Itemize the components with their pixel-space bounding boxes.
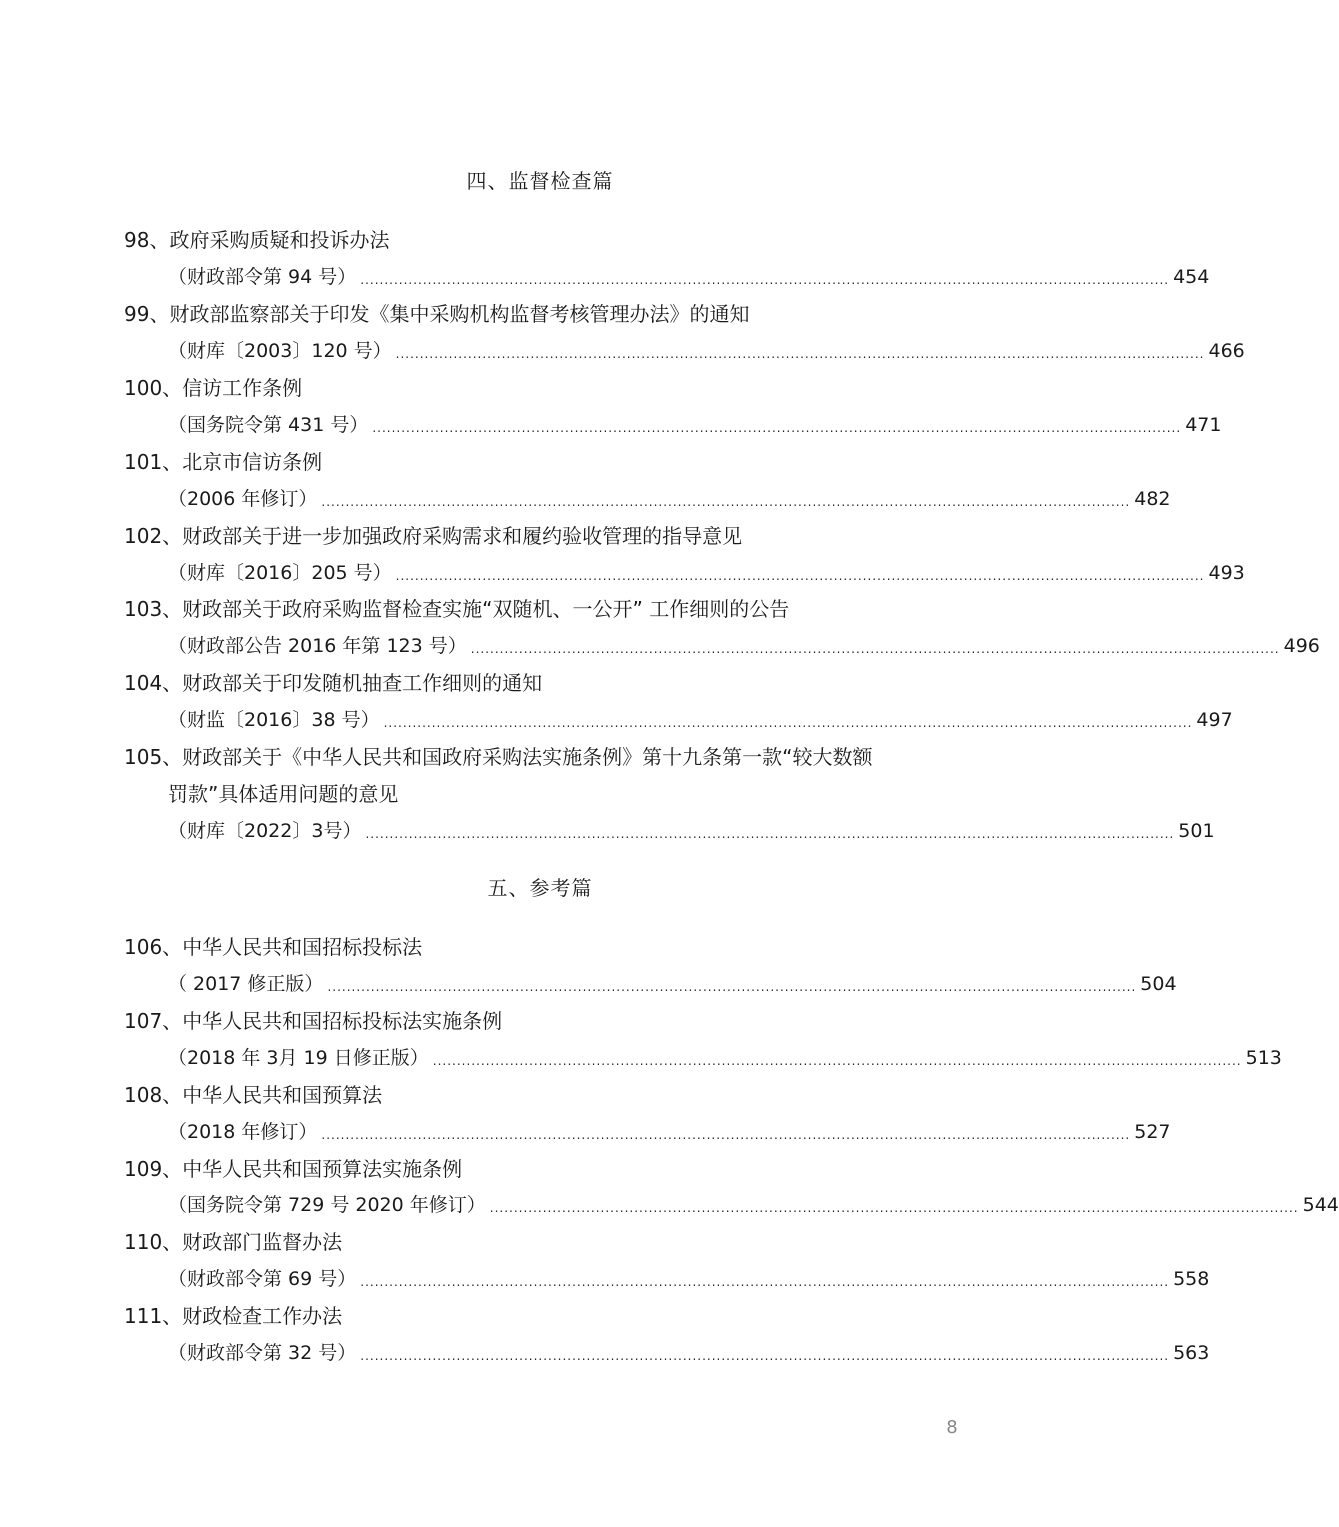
toc-entry-source-line [168,262,1210,292]
toc-entry-source-line [168,969,1177,999]
entry-source: （国务院令第 729 号 2020 年修订） [168,1194,486,1216]
entry-source: （2018 年 3月 19 日修正版） [168,1047,429,1069]
entry-page: 466 [1208,340,1245,362]
entry-page: 497 [1196,709,1233,731]
dot-leader: ........................................................................................................................................................................ [327,980,1137,994]
entry-title-text: 财政部关于印发随机抽查工作细则的通知 [182,671,543,695]
entry-number: 103、 [124,597,183,621]
entry-title-text: 财政部关于《中华人民共和国政府采购法实施条例》第十九条第一款“较大数额 [182,745,873,769]
entry-number: 102、 [124,524,183,548]
entry-source: （财监〔2016〕38 号） [168,709,380,731]
entry-source: （财库〔2022〕3号） [168,820,362,842]
entry-page: 501 [1178,820,1215,842]
entry-page: 563 [1173,1342,1210,1364]
entry-page: 482 [1134,488,1171,510]
entry-number: 110、 [124,1230,183,1254]
toc-entry-source-line [168,631,1320,661]
dot-leader: ........................................................................................................................................................................ [321,1128,1131,1142]
entry-number: 108、 [124,1083,183,1107]
entry-number: 107、 [124,1009,183,1033]
toc-entry-title [124,742,954,772]
dot-leader: ........................................................................................................................................................................ [365,827,1175,841]
toc-entry-source-line [168,705,1233,735]
entry-number: 100、 [124,376,183,400]
toc-entry-source-line [168,1264,1210,1294]
entry-source: （2006 年修订） [168,488,318,510]
entry-title-text: 政府采购质疑和投诉办法 [169,228,390,252]
entry-source: （财政部令第 94 号） [168,266,357,288]
toc-entry-source-line [168,1043,1282,1073]
entry-source: （国务院令第 431 号） [168,414,369,436]
toc-entry-source-line [168,484,1171,514]
entry-number: 105、 [124,745,183,769]
entry-page: 544 [1302,1194,1339,1216]
entry-source: （ 2017 修正版） [168,973,324,995]
dot-leader: ........................................................................................................................................................................ [395,569,1205,583]
toc-entry-title [124,299,954,329]
entry-title-text: 中华人民共和国招标投标法实施条例 [182,1009,503,1033]
dot-leader: ........................................................................................................................................................................ [395,347,1205,361]
entry-number: 106、 [124,935,183,959]
entry-page: 471 [1185,414,1222,436]
entry-page: 504 [1140,973,1177,995]
toc-entry-title [124,668,954,698]
toc-entry-title [124,225,954,255]
entry-page: 527 [1134,1121,1171,1143]
dot-leader: ........................................................................................................................................................................ [432,1054,1242,1068]
entry-title-text: 财政部门监督办法 [182,1230,343,1254]
entry-page: 493 [1208,562,1245,584]
entry-title-text: 中华人民共和国预算法实施条例 [182,1157,463,1181]
dot-leader: ........................................................................................................................................................................ [489,1201,1299,1215]
dot-leader: ........................................................................................................................................................................ [360,1349,1170,1363]
toc-entry-title [124,1301,954,1331]
dot-leader: ........................................................................................................................................................................ [372,421,1182,435]
entry-number: 101、 [124,450,183,474]
entry-page: 513 [1245,1047,1282,1069]
toc-entry-title [124,1080,954,1110]
entry-page: 496 [1283,635,1320,657]
toc-entry-title [124,1227,954,1257]
entry-title-text: 财政检查工作办法 [182,1304,343,1328]
entry-source: （财政部公告 2016 年第 123 号） [168,635,467,657]
toc-entry-title [124,594,954,624]
toc-entry-source-line [168,1190,1339,1220]
toc-entry-title [124,932,954,962]
toc-entry-title [124,1154,954,1184]
entry-page: 558 [1173,1268,1210,1290]
section-title-supervision: 四、监督检查篇 [466,169,614,193]
toc-entry-title [124,447,954,477]
entry-number: 109、 [124,1157,183,1181]
entry-title-text: 北京市信访条例 [182,450,323,474]
dot-leader: ........................................................................................................................................................................ [360,1275,1170,1289]
entry-source: （财政部令第 32 号） [168,1342,357,1364]
entry-source: （财库〔2016〕205 号） [168,562,392,584]
toc-entry-source-line [168,410,1222,440]
entry-title-text: 中华人民共和国预算法 [182,1083,383,1107]
entry-number: 111、 [124,1304,183,1328]
entry-source: （财政部令第 69 号） [168,1268,357,1290]
toc-entry-source-line [168,336,1245,366]
page-number: 8 [946,1417,958,1438]
entry-title-text: 信访工作条例 [182,376,303,400]
toc-entry-title [124,521,954,551]
entry-title-text: 财政部关于政府采购监督检查实施“双随机、一公开” 工作细则的公告 [182,597,790,621]
toc-entry-title [124,1006,954,1036]
toc-entry-source-line [168,816,1215,846]
entry-source: （财库〔2003〕120 号） [168,340,392,362]
toc-entry-title [124,373,954,403]
entry-number: 98、 [124,228,170,252]
entry-number: 99、 [124,302,170,326]
toc-entry-source-line [168,1338,1210,1368]
entry-number: 104、 [124,671,183,695]
entry-source: （2018 年修订） [168,1121,318,1143]
entry-title-text: 中华人民共和国招标投标法 [182,935,423,959]
dot-leader: ........................................................................................................................................................................ [470,642,1280,656]
section-title-reference: 五、参考篇 [487,876,593,900]
entry-page: 454 [1173,266,1210,288]
entry-title-text: 财政部监察部关于印发《集中采购机构监督考核管理办法》的通知 [169,302,750,326]
entry-title-text: 财政部关于进一步加强政府采购需求和履约验收管理的指导意见 [182,524,743,548]
dot-leader: ........................................................................................................................................................................ [321,495,1131,509]
dot-leader: ........................................................................................................................................................................ [383,716,1193,730]
toc-entry-source-line [168,558,1245,588]
toc-entry-source-line [168,1117,1171,1147]
toc-entry-title-continued: 罚款”具体适用问题的意见 [168,782,399,806]
dot-leader: ........................................................................................................................................................................ [360,273,1170,287]
